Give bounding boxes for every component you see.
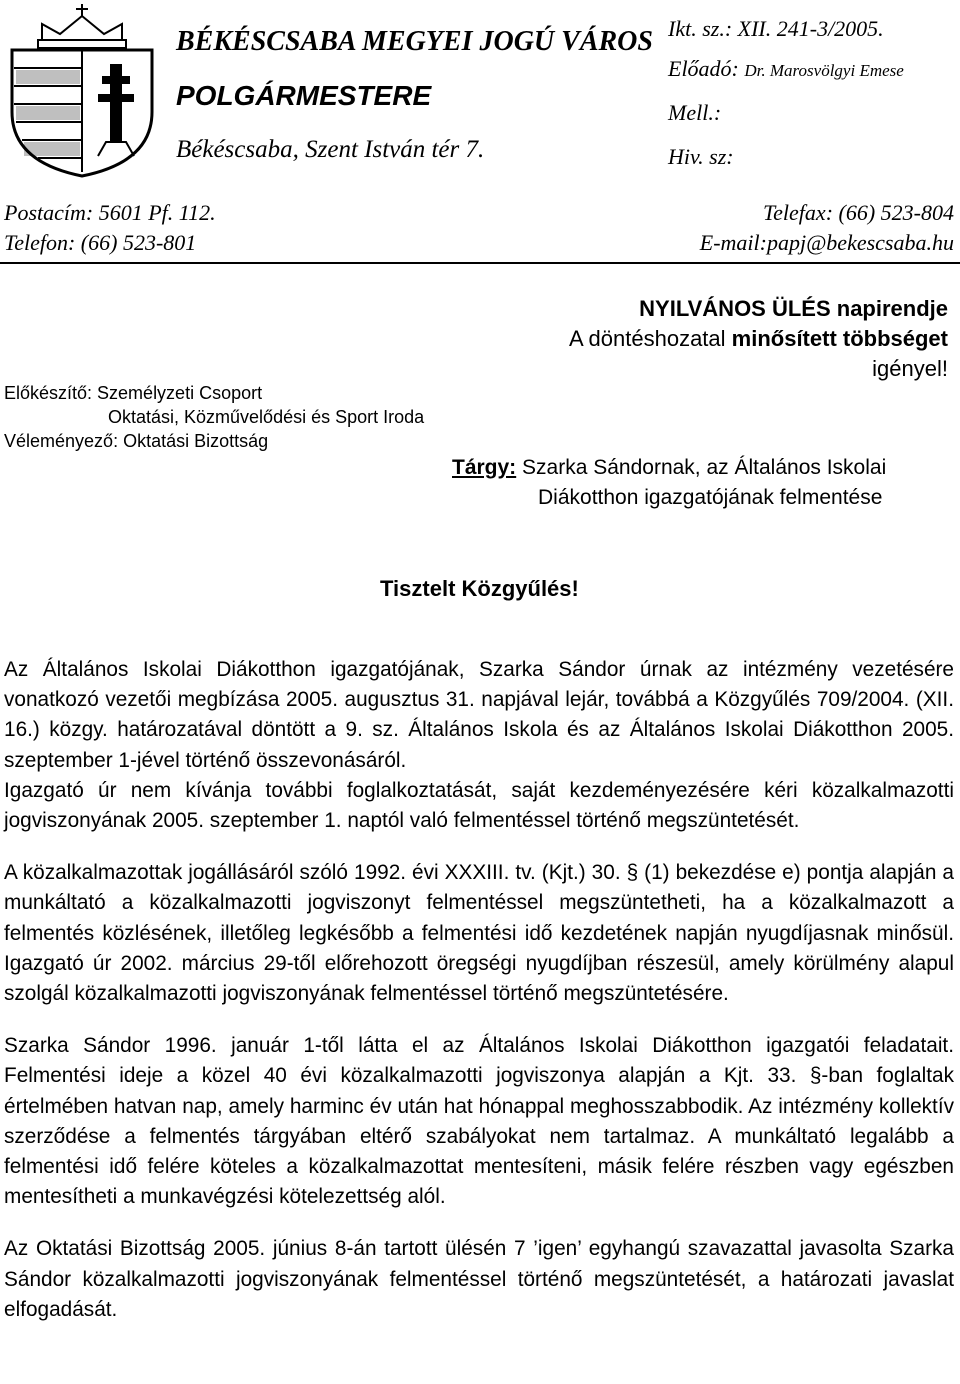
paragraph-1: Az Általános Iskolai Diákotthon igazgatójának, Szarka Sándor úrnak az intézmény vezetésére vonatkozó vezetői megbízása 2005. augusztus 31. napjával lejár, továbbá a Közgyűlés 709/2004. (XII. 16.) közgy. határozatával döntött a 9. sz. Általános Iskola és az Általános Iskolai Diákotthon 2005. szeptember 1-jével történő összevonásáról. <box>4 658 954 772</box>
attachment-field: Mell.: <box>668 100 722 125</box>
paragraph-2: Igazgató úr nem kívánja további foglalkoztatását, saját kezdeményezésére kéri közalkalmazotti jogviszonyának 2005. szeptember 1. naptól való felmentéssel történő megszüntetését. <box>4 778 954 833</box>
postal-address: Postacím: 5601 Pf. 112. <box>4 200 216 225</box>
phone-number: Telefon: (66) 523-801 <box>4 230 197 255</box>
subject-line-1 <box>452 456 886 480</box>
notice-line-2-prefix: A döntéshozatal <box>568 326 732 351</box>
body-text <box>4 655 954 1325</box>
fax-number: Telefax: (66) 523-804 <box>762 200 954 225</box>
subject-text-1: Szarka Sándornak, az Általános Iskolai <box>522 456 887 479</box>
paragraph-3: A közalkalmazottak jogállásáról szóló 1992. évi XXXIII. tv. (Kjt.) 30. § (1) bekezdése e) pontja alapján a munkáltató a közalkalmazotti jogviszonyt felmentéssel megszüntetheti, ha a közalkalmazott a felmentés közlésének, illetőleg legkésőbb a felmentési idő kezdetének napján nyugdíjasnak minősül. Igazgató úr 2002. március 29-től előrehozott öregségi nyugdíjban részesül, amely körülmény alapul szolgál közalkalmazotti jogviszonyának felmentéssel történő megszüntetésére. <box>4 861 954 1006</box>
paragraph-5: Az Oktatási Bizottság 2005. június 8-án tartott ülésén 7 ’igen’ egyhangú szavazattal javasolta Szarka Sándor közalkalmazotti jogviszonyának felmentéssel történő megszüntetését, a határozati javaslat elfogadását. <box>4 1237 954 1321</box>
header-divider <box>0 262 960 264</box>
reviewer-line: Véleményező: Oktatási Bizottság <box>4 431 269 451</box>
coat-of-arms-icon <box>2 2 162 178</box>
presenter <box>668 56 904 82</box>
organization-name: BÉKÉSCSABA MEGYEI JOGÚ VÁROS <box>176 26 653 57</box>
notice-line-2-emphasis: minősített többséget <box>731 326 948 351</box>
preparer-line: Előkészítő: Személyzeti Csoport <box>4 383 263 403</box>
presenter-label: Előadó: <box>668 56 739 81</box>
notice-line-3: igényel! <box>872 356 948 381</box>
organization-office: POLGÁRMESTERE <box>176 80 432 111</box>
presenter-name: Dr. Marosvölgyi Emese <box>744 61 904 80</box>
organization-address: Békéscsaba, Szent István tér 7. <box>176 136 485 163</box>
reference-number: Ikt. sz.: XII. 241-3/2005. <box>668 16 884 41</box>
reference-hiv-field: Hiv. sz: <box>668 144 734 169</box>
paragraph-4: Szarka Sándor 1996. január 1-től látta el az Általános Iskolai Diákotthon igazgatói feladatait. Felmentési ideje a közel 40 évi közalkalmazotti jogviszonya alapján a Kjt. 33. §-ban foglaltak értelmében hatvan nap, amely harminc év után hat hónappal meghosszabbodik. Az intézmény kollektív szerződése a felmentés tárgyában eltérő szabályokat nem tartalmaz. A munkáltató legalább a felmentési idő felére köteles a közalkalmazottat mentesíteni, másik felére részben vagy egészben mentesítheti a munkavégzési kötelezettség alól. <box>4 1034 954 1209</box>
notice-line-1: NYILVÁNOS ÜLÉS napirendje <box>639 296 948 321</box>
subject-line-2: Diákotthon igazgatójának felmentése <box>538 486 883 509</box>
preparer-office-line: Oktatási, Közművelődési és Sport Iroda <box>108 407 425 427</box>
email-address: E-mail:papj@bekescsaba.hu <box>699 230 954 255</box>
subject-label: Tárgy: <box>452 456 517 479</box>
notice-line-2 <box>569 326 948 352</box>
salutation: Tisztelt Közgyűlés! <box>380 576 579 601</box>
